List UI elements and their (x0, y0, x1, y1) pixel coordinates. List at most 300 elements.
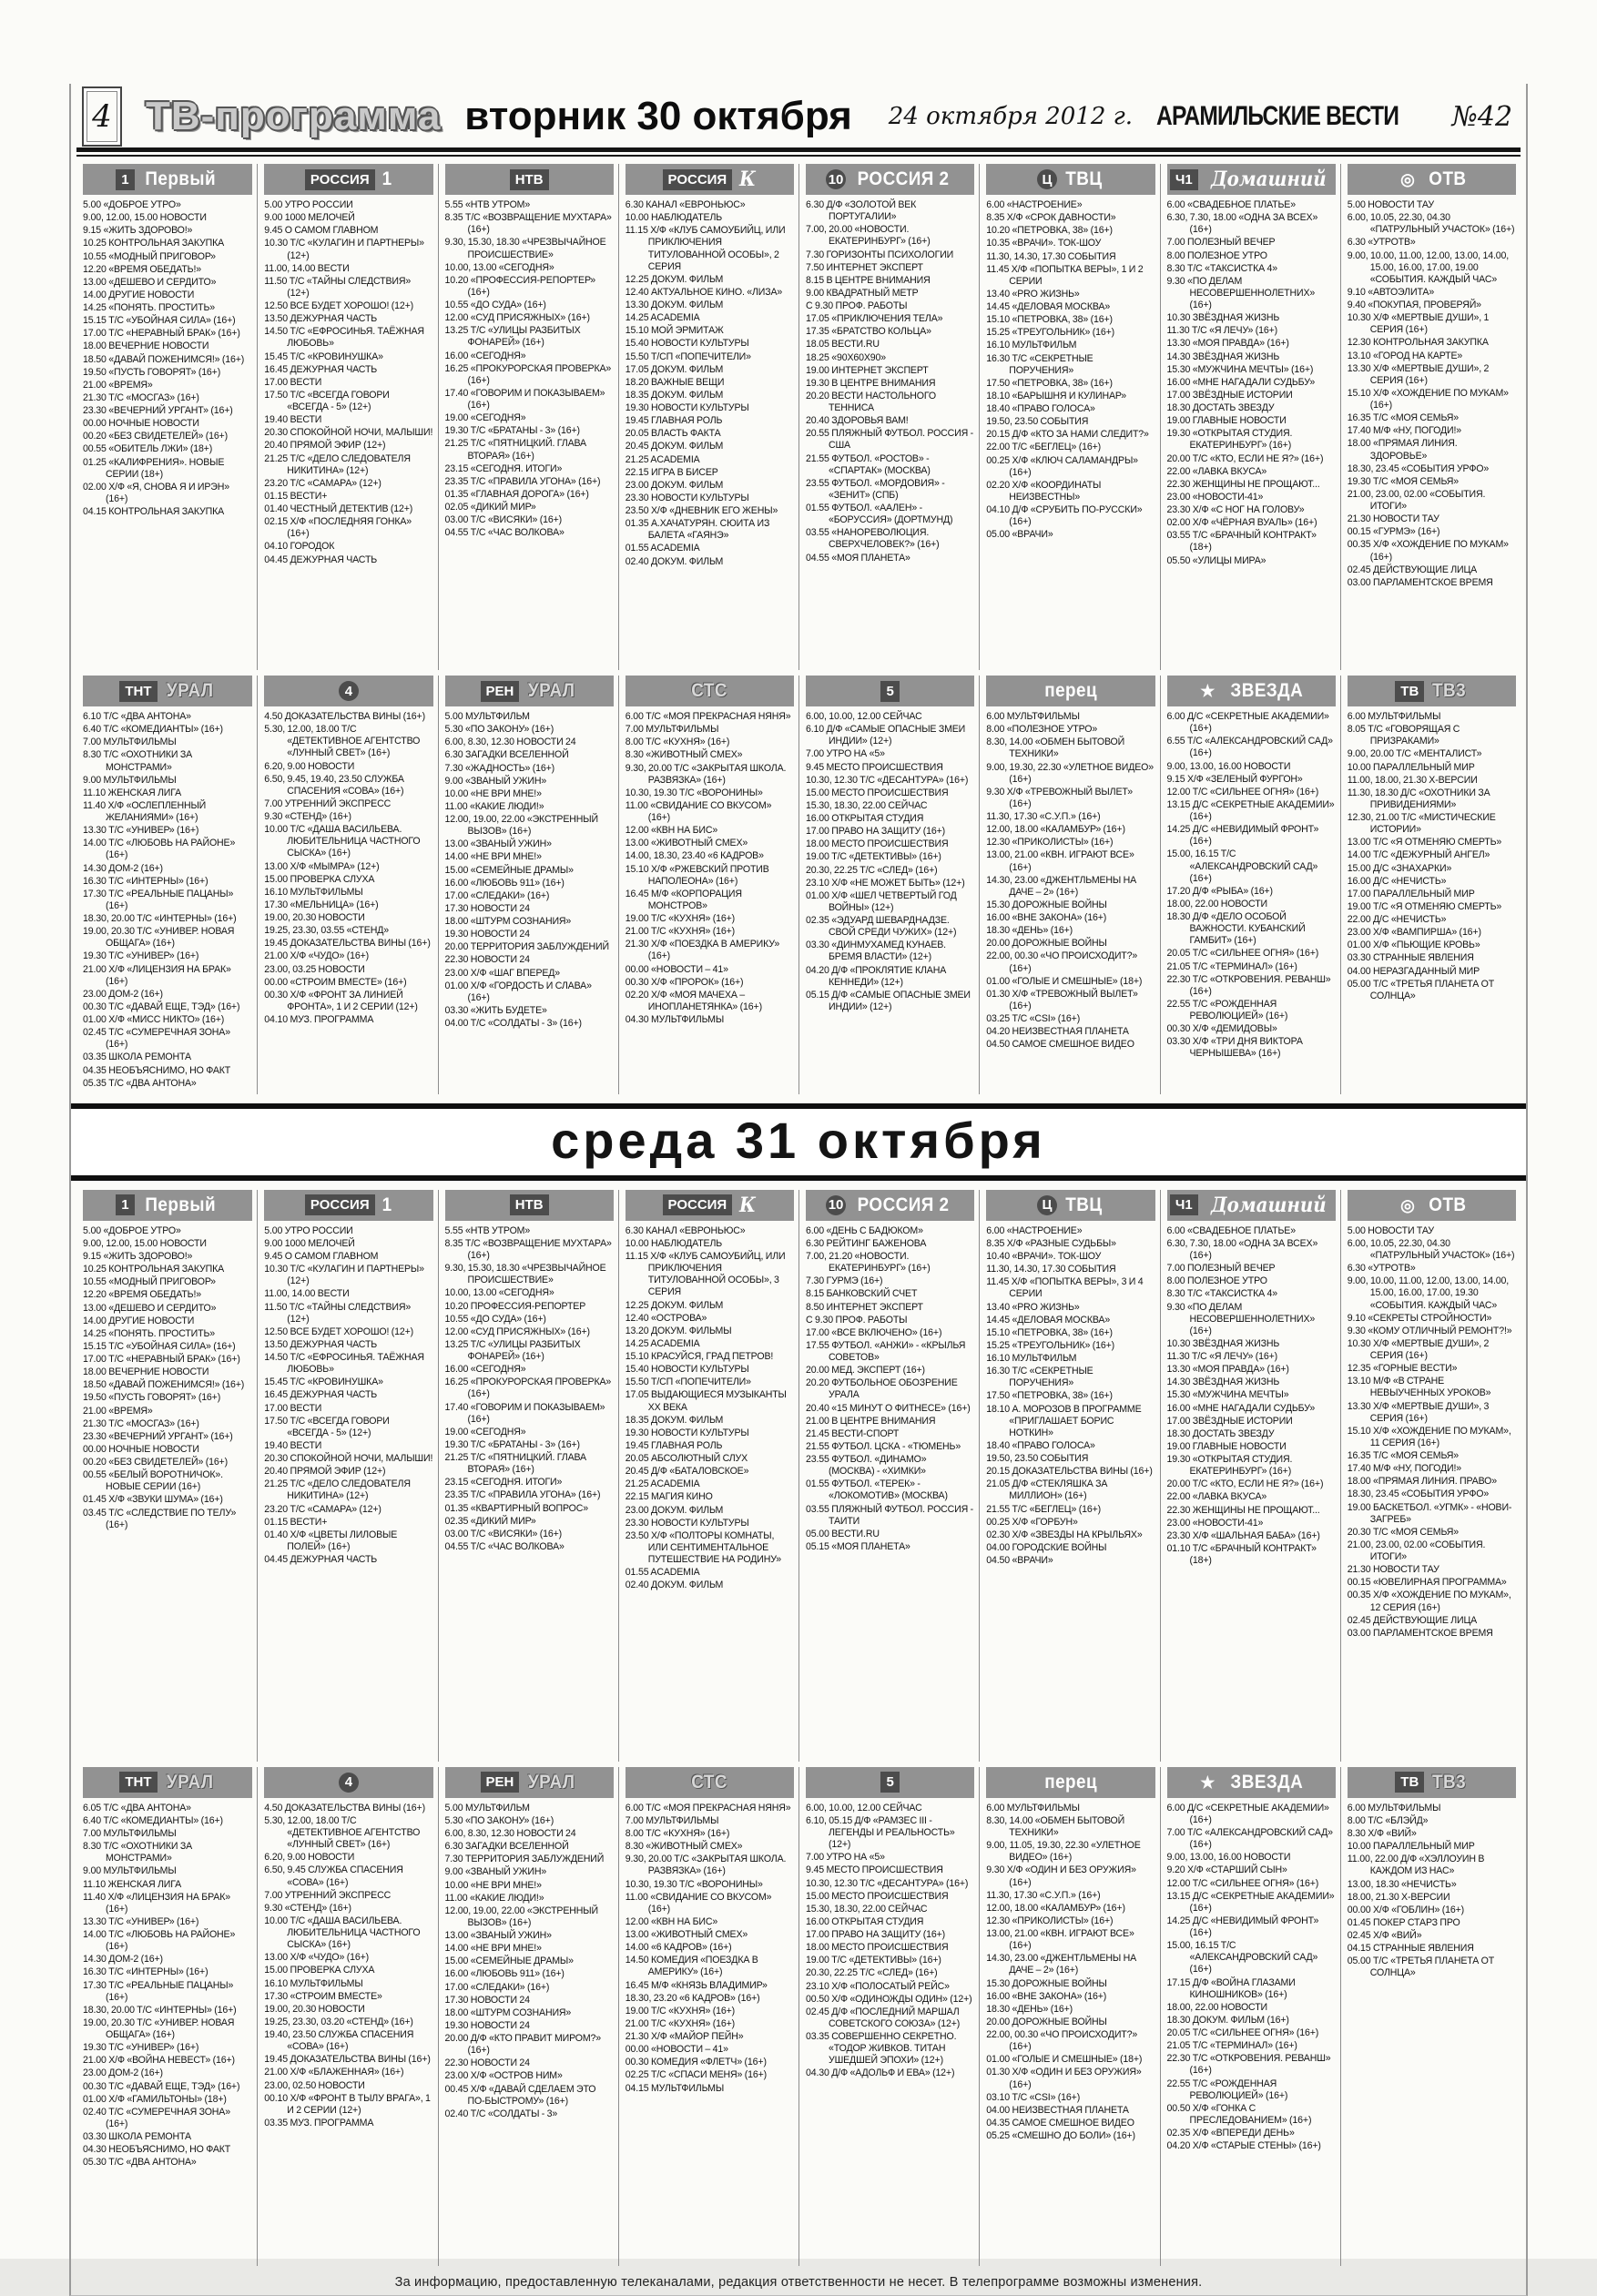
programme-entry: 15.30 «МУЖЧИНА МЕЧТЫ» (1166, 1389, 1289, 1401)
channel-header-otv (1348, 164, 1516, 195)
channel-title-zvezda: ЗВЕЗДА (1230, 680, 1304, 701)
programme-entry: 01.15 ВЕСТИ+ (264, 490, 328, 502)
programme-entry: 01.25 «КАЛИФРЕНИЯ». НОВЫЕ СЕРИИ (18+) (83, 456, 225, 480)
channel-header-rossiya-1 (264, 164, 432, 195)
channel-header-sts (626, 1767, 794, 1798)
programme-entry: 21.00 Т/С «КУХНЯ» (16+) (625, 926, 736, 938)
programme-entry: 11.00 «СВИДАНИЕ СО ВКУСОМ» (16+) (625, 1891, 772, 1915)
programme-entry: 15.00 МЕСТО ПРОИСШЕСТВИЯ (806, 1890, 949, 1902)
programme-entry: 13.25 Т/С «УЛИЦЫ РАЗБИТЫХ ФОНАРЕЙ» (16+) (444, 325, 581, 349)
programme-entry: 04.15 КОНТРОЛЬНАЯ ЗАКУПКА (83, 506, 225, 517)
programme-entry: 23.00 «НОВОСТИ-41» (1166, 491, 1264, 503)
programme-entry: 20.15 ДОКАЗАТЕЛЬСТВА ВИНЫ (16+) (986, 1466, 1153, 1478)
programme-entry: 13.25 Т/С «УЛИЦЫ РАЗБИТЫХ ФОНАРЕЙ» (16+) (444, 1338, 581, 1362)
channel-title-rossiya-k: К (739, 168, 757, 191)
programme-entry: 22.30 НОВОСТИ 24 (444, 954, 530, 966)
programme-entry: 20.05 ВЛАСТЬ ФАКТА (625, 428, 721, 440)
channel-logo-tvc-icon: Ц (1037, 169, 1057, 189)
programme-entry: 00.20 «БЕЗ СВИДЕТЕЛЕЙ» (16+) (83, 431, 228, 442)
newspaper-name: АРАМИЛЬСКИЕ ВЕСТИ (1156, 101, 1399, 131)
programme-entry: 9.45 МЕСТО ПРОИСШЕСТВИЯ (806, 761, 943, 773)
programme-entry: 03.25 Т/С «CSI» (16+) (986, 1013, 1081, 1024)
channel-header-ren-ural (445, 1767, 614, 1798)
programme-entry: 12.00 Т/С «СИЛЬНЕЕ ОГНЯ» (16+) (1166, 1877, 1319, 1889)
programme-entry: 21.45 ВЕСТИ-СПОРТ (806, 1427, 900, 1439)
programme-entry: 02.20 Х/Ф «КООРДИНАТЫ НЕИЗВЕСТНЫ» (986, 479, 1102, 503)
programme-entry: 17.35 «БРАТСТВО КОЛЬЦА» (806, 326, 931, 338)
programme-entry: 19.00 ИНТЕРНЕТ ЭКСПЕРТ (806, 364, 929, 376)
programme-entry: 6.10 Т/С «ДВА АНТОНА» (83, 711, 191, 722)
programme-entry: 4.50 ДОКАЗАТЕЛЬСТВА ВИНЫ (16+) (264, 711, 425, 722)
programme-entry: 05.00 «ВРАЧИ» (986, 529, 1053, 541)
programme-entry: 04.20 Д/Ф «ПРОКЛЯТИЕ КЛАНА КЕННЕДИ» (12+) (806, 964, 947, 988)
programme-entry: 11.30, 14.30, 17.30 СОБЫТИЯ (986, 250, 1116, 262)
programme-entry: 12.00, 19.00, 22.00 «ЭКСТРЕННЫЙ ВЫЗОВ» (16+) (444, 814, 598, 838)
programme-entry: 9.00 КВАДРАТНЫЙ МЕТР (806, 287, 919, 299)
programme-entry: 16.25 «ПРОКУРОРСКАЯ ПРОВЕРКА» (16+) (444, 362, 612, 386)
programme-entry: 23.30 «ВЕЧЕРНИЙ УРГАНТ» (16+) (83, 405, 233, 416)
programme-entry: 6.20, 9.00 НОВОСТИ (264, 1852, 355, 1864)
programme-entry: 6.10, 05.15 Д/Ф «РАМЗЕС III - ЛЕГЕНДЫ И РЕАЛЬНОСТЬ» (12+) (806, 1814, 955, 1851)
programme-entry: 23.30 «ВЕЧЕРНИЙ УРГАНТ» (16+) (83, 1430, 233, 1442)
programme-entry: 14.00 ДРУГИЕ НОВОСТИ (83, 289, 195, 300)
programme-entry: 14.30 ЗВЁЗДНАЯ ЖИЗНЬ (1166, 1377, 1280, 1388)
programme-entry: 10.00 ПАРАЛЛЕЛЬНЫЙ МИР (1347, 761, 1475, 773)
programme-entry: 16.30 Т/С «СЕКРЕТНЫЕ ПОРУЧЕНИЯ» (986, 1366, 1093, 1389)
issue-number: №42 (1451, 100, 1513, 133)
programme-entry: 18.00, 22.00 НОВОСТИ (1166, 898, 1267, 909)
programme-entry: 9.00 МУЛЬТФИЛЬМЫ (83, 1865, 177, 1877)
channel-header-tnt-ural (83, 1767, 252, 1798)
programme-entry: 7.30 ГОРИЗОНТЫ ПСИХОЛОГИИ (806, 249, 954, 260)
programme-entry: 9.30, 15.30, 18.30 «ЧРЕЗВЫЧАЙНОЕ ПРОИСШЕСТВИЕ» (444, 1263, 606, 1286)
channel-title-rossiya-2: РОССИЯ 2 (857, 1194, 950, 1215)
programme-entry: 01.45 Х/Ф «ЗВУКИ ШУМА» (16+) (83, 1494, 223, 1506)
programme-entry: 17.40 «ГОВОРИМ И ПОКАЗЫВАЕМ» (16+) (444, 387, 605, 411)
programme-entry: 03.00 Т/С «ВИСЯКИ» (16+) (444, 514, 562, 526)
programme-entry: 9.45 МЕСТО ПРОИСШЕСТВИЯ (806, 1864, 943, 1876)
listing-otv-wednesday (1348, 1225, 1516, 1640)
programme-entry: 01.00 Х/Ф «ПЬЮЩИЕ КРОВЬ» (1347, 940, 1480, 951)
day-wednesday (76, 1190, 1521, 2266)
channel-header-4-kanal (264, 1767, 432, 1798)
listing-rossiya-1-tuesday (264, 199, 432, 566)
programme-entry: 14.25 ACADEMIA (625, 1337, 700, 1349)
programme-entry: 01.00 Х/Ф «МИСС НИКТО» (16+) (83, 1014, 225, 1025)
programme-entry: 7.00 УТРЕННИЙ ЭКСПРЕСС (264, 798, 392, 809)
programme-entry: 21.55 ФУТБОЛ. «РОСТОВ» - «СПАРТАК» (МОСКВА) (806, 452, 931, 476)
listing-ntv-wednesday (445, 1225, 614, 1553)
programme-entry: 6.40 Т/С «КОМЕДИАНТЫ» (16+) (83, 724, 223, 736)
programme-entry: 11.50 Т/С «ТАЙНЫ СЛЕДСТВИЯ» (12+) (264, 1301, 412, 1325)
programme-entry: 20.20 ФУТБОЛЬНОЕ ОБОЗРЕНИЕ УРАЛА (806, 1377, 958, 1401)
programme-entry: 20.30, 22.25 Т/С «СЛЕД» (16+) (806, 1967, 938, 1979)
programme-entry: 16.10 МУЛЬТФИЛЬМ (986, 1353, 1077, 1364)
programme-entry: 7.00, 21.20 «НОВОСТИ. ЕКАТЕРИНБУРГ» (16+) (806, 1251, 931, 1275)
programme-entry: 15.25 «ТРЕУГОЛЬНИК» (16+) (986, 1339, 1115, 1351)
programme-entry: 01.00 Х/Ф «ГОРДОСТЬ И СЛАВА» (16+) (444, 980, 592, 1003)
programme-entry: 12.30 «ПРИКОЛИСТЫ» (16+) (986, 1915, 1114, 1926)
programme-entry: 10.30, 12.30 Т/С «ДЕСАНТУРА» (16+) (806, 774, 969, 786)
programme-entry: 6.00 Т/С «МОЯ ПРЕКРАСНАЯ НЯНЯ» (625, 1802, 791, 1813)
channel-logo-rossiya-k-icon: РОССИЯ (663, 1194, 733, 1215)
programme-entry: 04.00 Т/С «СОЛДАТЫ - 3» (16+) (444, 1018, 582, 1029)
programme-entry: 6.00 «НАСТРОЕНИЕ» (986, 199, 1083, 210)
programme-entry: 04.20 Х/Ф «СТАРЫЕ СТЕНЫ» (16+) (1166, 2140, 1321, 2152)
channel-title-otv: ОТВ (1429, 168, 1467, 189)
programme-entry: 17.05 «ПРИКЛЮЧЕНИЯ ТЕЛА» (806, 313, 943, 325)
programme-entry: 17.30 Т/С «РЕАЛЬНЫЕ ПАЦАНЫ» (16+) (83, 1979, 234, 2003)
programme-entry: 22.00 «ЛАВКА ВКУСА» (1166, 465, 1267, 477)
channel-logo-rossiya-1-icon: РОССИЯ (305, 169, 375, 190)
programme-entry: 01.30 Х/Ф «ТРЕВОЖНЫЙ ВЫЛЕТ» (16+) (986, 988, 1138, 1011)
channel-ren-ural-tuesday (438, 676, 618, 1094)
channel-tvc-wednesday (979, 1190, 1159, 1762)
programme-entry: 04.50 «ВРАЧИ» (986, 1555, 1053, 1566)
programme-entry: 6.00 МУЛЬТФИЛЬМЫ (1347, 711, 1441, 722)
programme-entry: 13.30 Т/С «УНИВЕР» (16+) (83, 1915, 199, 1927)
programme-entry: 6.30 Д/Ф «ЗОЛОТОЙ ВЕК ПОРТУГАЛИИ» (806, 199, 917, 223)
programme-entry: 11.30, 17.30 «С.У.П.» (16+) (986, 811, 1101, 822)
programme-entry: 01.00 Х/Ф «ГАМИЛЬТОНЫ» (18+) (83, 2093, 227, 2105)
programme-entry: 22.00 «ЛАВКА ВКУСА» (1166, 1491, 1267, 1503)
section-title: ТВ-программа (146, 94, 442, 138)
channel-header-ntv (445, 164, 614, 195)
programme-entry: 05.00 ВЕСТИ.RU (806, 1528, 880, 1539)
programme-entry: 04.00 НЕРАЗГАДАННЫЙ МИР (1347, 965, 1480, 977)
programme-entry: 21.25 Т/С «ДЕЛО СЛЕДОВАТЕЛЯ НИКИТИНА» (12+) (264, 452, 411, 476)
programme-entry: 12.35 «ГОРНЫЕ ВЕСТИ» (1347, 1363, 1458, 1375)
programme-entry: 17.30 «СТРОИМ ВМЕСТЕ» (264, 1990, 382, 2002)
programme-entry: 9.20 Х/Ф «СТАРШИЙ СЫН» (1166, 1864, 1287, 1876)
channel-header-tvc (986, 1190, 1155, 1221)
programme-entry: 14.25 «ПОНЯТЬ. ПРОСТИТЬ» (83, 302, 215, 313)
programme-entry: 18.50 «ДАВАЙ ПОЖЕНИМСЯ!» (16+) (83, 1379, 245, 1391)
programme-entry: 13.00 «ЗВАНЫЙ УЖИН» (444, 838, 552, 850)
programme-entry: 17.30 Т/С «РЕАЛЬНЫЕ ПАЦАНЫ» (16+) (83, 888, 234, 911)
programme-entry: 7.00 УТРО НА «5» (806, 1852, 885, 1864)
programme-entry: 18.00 «ШТУРМ СОЗНАНИЯ» (444, 916, 572, 927)
programme-entry: 10.25 КОНТРОЛЬНАЯ ЗАКУПКА (83, 238, 225, 249)
channel-logo-zvezda-icon: ★ (1200, 1773, 1216, 1792)
listing-tnt-ural-tuesday (83, 711, 252, 1090)
programme-entry: 18.00 «ПРЯМАЯ ЛИНИЯ. ЗДОРОВЬЕ» (1347, 438, 1458, 462)
programme-entry: 23.50 Х/Ф «ДНЕВНИК ЕГО ЖЕНЫ» (625, 505, 778, 516)
programme-entry: 5.30, 12.00, 18.00 Т/С «ДЕТЕКТИВНОЕ АГЕНТСТВО «ЛУННЫЙ СВЕТ» (16+) (264, 1814, 421, 1851)
programme-entry: 20.45 Д/Ф «БАТАЛОВСКОЕ» (625, 1466, 749, 1478)
programme-entry: 13.10 М/Ф «В СТРАНЕ НЕВЫУЧЕННЫХ УРОКОВ» (1347, 1376, 1491, 1399)
programme-entry: 23.00 ДОКУМ. ФИЛЬМ (625, 479, 724, 491)
listing-4-kanal-tuesday (264, 711, 432, 1026)
programme-entry: 6.00 Д/С «СЕКРЕТНЫЕ АКАДЕМИИ» (16+) (1166, 1802, 1329, 1825)
channel-title-pervyi: Первый (144, 1194, 216, 1215)
programme-entry: 02.40 ДОКУМ. ФИЛЬМ (625, 1580, 724, 1591)
programme-entry: 03.35 СОВЕРШЕННО СЕКРЕТНО. «ТОДОР ЖИВКОВ. ТИТАН УШЕДШЕЙ ЭПОХИ» (12+) (806, 2031, 957, 2067)
programme-entry: 17.00 Т/С «НЕРАВНЫЙ БРАК» (16+) (83, 1354, 240, 1365)
programme-entry: 17.00 «СЛЕДАКИ» (16+) (444, 1981, 550, 1993)
programme-entry: 22.55 Т/С «РОЖДЕННАЯ РЕВОЛЮЦИЕЙ» (16+) (1166, 998, 1288, 1021)
programme-entry: 00.45 Х/Ф «ДАВАЙ СДЕЛАЕМ ЭТО ПО-БЫСТРОМУ» (16+) (444, 2083, 596, 2107)
programme-entry: 10.20 ПРОФЕССИЯ-РЕПОРТЕР (444, 1300, 586, 1312)
programme-entry: 15.10 КРАСУЙСЯ, ГРАД ПЕТРОВ! (625, 1351, 774, 1362)
programme-entry: 7.00 МУЛЬТФИЛЬМЫ (83, 737, 177, 748)
programme-entry: 15.10 Х/Ф «РЖЕВСКИЙ ПРОТИВ НАПОЛЕОНА» (16+) (625, 863, 769, 887)
programme-entry: 7.00 МУЛЬТФИЛЬМЫ (625, 724, 719, 736)
channel-perets-tuesday (979, 676, 1159, 1094)
channel-otv-tuesday (1340, 164, 1521, 670)
programme-entry: 12.30, 21.00 Т/С «МИСТИЧЕСКИЕ ИСТОРИИ» (1347, 812, 1496, 836)
programme-entry: 17.00 ЗВЁЗДНЫЕ ИСТОРИИ (1166, 1415, 1293, 1427)
programme-entry: 20.05 Т/С «СИЛЬНЕЕ ОГНЯ» (16+) (1166, 948, 1319, 960)
programme-entry: 18.30 ДОКУМ. ФИЛЬМ (16+) (1166, 2014, 1289, 2026)
programme-entry: 01.55 ФУТБОЛ. «ТЕРЕК» - «ЛОКОМОТИВ» (МОСКВА) (806, 1478, 948, 1502)
channel-title-tnt-ural: УРАЛ (166, 1771, 214, 1793)
programme-entry: 11.45 Х/Ф «ПОПЫТКА ВЕРЫ», 3 И 4 СЕРИИ (986, 1276, 1144, 1300)
programme-entry: 6.00 МУЛЬТФИЛЬМЫ (986, 1802, 1080, 1813)
programme-entry: 19.50 «ПУСТЬ ГОВОРЯТ» (16+) (83, 1392, 221, 1404)
programme-entry: 13.20 ДОКУМ. ФИЛЬМЫ (625, 1325, 732, 1336)
channel-title-rossiya-1: 1 (381, 1194, 392, 1215)
programme-entry: 9.00, 10.00, 11.00, 12.00, 13.00, 14.00, 15.00, 16.00, 17.00, 19.00 «СОБЫТИЯ. КАЖДЫЙ ЧАС» (1347, 249, 1510, 285)
channel-title-domashniy: Домашний (1210, 1193, 1327, 1217)
programme-entry: 12.00 «КВН НА БИС» (625, 825, 718, 837)
programme-entry: 16.00 ОТКРЫТАЯ СТУДИЯ (806, 1915, 924, 1927)
programme-entry: 17.15 Д/Ф «ВОЙНА ГЛАЗАМИ КИНОШНИКОВ» (16+) (1166, 1976, 1296, 2000)
programme-entry: 13.00, 21.00 «КВН. ИГРАЮТ ВСЕ» (16+) (986, 849, 1134, 873)
programme-entry: 00.35 Х/Ф «ХОЖДЕНИЕ ПО МУКАМ», 12 СЕРИЯ (16+) (1347, 1590, 1511, 1613)
programme-entry: 15.00 «СЕМЕЙНЫЕ ДРАМЫ» (444, 864, 574, 876)
programme-entry: 23.10 Х/Ф «НЕ МОЖЕТ БЫТЬ» (12+) (806, 877, 965, 889)
programme-entry: 12.00 «СУД ПРИСЯЖНЫХ» (16+) (444, 312, 590, 324)
programme-entry: 19.30 Т/С «УНИВЕР» (16+) (83, 2042, 199, 2054)
programme-entry: 15.00, 16.15 Т/С «АЛЕКСАНДРОВСКИЙ САД» (16+) (1166, 1940, 1318, 1976)
programme-entry: 13.50 ДЕЖУРНАЯ ЧАСТЬ (264, 1338, 378, 1350)
programme-entry: 14.30 ДОМ-2 (16+) (83, 1954, 163, 1966)
programme-entry: 11.15 Х/Ф «КЛУБ САМОУБИЙЦ, ИЛИ ПРИКЛЮЧЕНИЯ ТИТУЛОВАННОЙ ОСОБЫ», 3 СЕРИЯ (625, 1251, 786, 1298)
channels-row-wednesday-1 (76, 1190, 1521, 1762)
programme-entry: 6.30 КАНАЛ «ЕВРОНЬЮС» (625, 199, 746, 210)
programme-entry: 12.40 АКТУАЛЬНОЕ КИНО. «ЛИЗА» (625, 286, 783, 298)
programme-entry: 17.00 Т/С «НЕРАВНЫЙ БРАК» (16+) (83, 328, 240, 340)
programme-entry: 5.55 «НТВ УТРОМ» (444, 199, 531, 210)
programme-entry: 21.00 Х/Ф «БЛАЖЕННАЯ» (16+) (264, 2067, 404, 2078)
programme-entry: 18.30 ДОСТАТЬ ЗВЕЗДУ (1166, 1427, 1275, 1439)
programme-entry: 02.35 Х/Ф «ВПЕРЕДИ ДЕНЬ» (1166, 2128, 1295, 2139)
programme-entry: 20.20 ВЕСТИ НАСТОЛЬНОГО ТЕННИСА (806, 390, 936, 413)
programme-entry: 15.10 Х/Ф «ХОЖДЕНИЕ ПО МУКАМ», 11 СЕРИЯ (16+) (1347, 1425, 1511, 1448)
programme-entry: 20.15 Д/Ф «КТО ЗА НАМИ СЛЕДИТ?» (986, 429, 1149, 441)
programme-entry: 05.25 «СМЕШНО ДО БОЛИ» (16+) (986, 2130, 1135, 2141)
listing-tnt-ural-wednesday (83, 1803, 252, 2169)
programme-entry: 03.35 МУЗ. ПРОГРАММА (264, 2117, 374, 2128)
programme-entry: 10.00, 13.00 «СЕГОДНЯ» (444, 1287, 554, 1299)
programme-entry: 11.00 «СВИДАНИЕ СО ВКУСОМ» (16+) (625, 799, 772, 823)
programme-entry: 6.50, 9.45, 19.40, 23.50 СЛУЖБА СПАСЕНИЯ «СОВА» (16+) (264, 773, 404, 797)
programme-entry: 18.30, 23.20 «6 КАДРОВ» (16+) (625, 1992, 760, 2004)
programme-entry: 21.30 НОВОСТИ ТАУ (1347, 513, 1439, 525)
channels-row-wednesday-2 (76, 1767, 1521, 2266)
programme-entry: 15.30, 18.30, 22.00 СЕЙЧАС (806, 799, 928, 811)
programme-entry: 04.45 ДЕЖУРНАЯ ЧАСТЬ (264, 554, 378, 565)
programme-entry: 19.00 БАСКЕТБОЛ. «УГМК» - «НОВИ-ЗАГРЕБ» (1347, 1501, 1512, 1525)
programme-entry: 6.30, 7.30, 18.00 «ОДНА ЗА ВСЕХ» (16+) (1166, 212, 1318, 236)
channel-title-domashniy: Домашний (1210, 168, 1327, 191)
channel-5-kanal-wednesday (798, 1767, 979, 2266)
programme-entry: 00.30 КОМЕДИЯ «ФЛЕТЧ» (16+) (625, 2057, 767, 2068)
programme-entry: 15.30, 18.30, 22.00 СЕЙЧАС (806, 1903, 928, 1915)
programme-entry: 19.45 ДОКАЗАТЕЛЬСТВА ВИНЫ (16+) (264, 2054, 431, 2066)
programme-entry: 17.40 М/Ф «НУ, ПОГОДИ!» (1347, 425, 1461, 437)
programme-entry: 6.30 КАНАЛ «ЕВРОНЬЮС» (625, 1224, 746, 1236)
listing-rossiya-2-tuesday (806, 199, 974, 564)
programme-entry: 14.00 «НЕ ВРИ МНЕ!» (444, 1943, 542, 1955)
programme-entry: 16.35 Т/С «МОЯ СЕМЬЯ» (1347, 412, 1460, 424)
programme-entry: 22.00 Д/С «НЕЧИСТЬ» (1347, 914, 1447, 925)
channel-header-rossiya-2 (806, 164, 974, 195)
programme-entry: 7.30 «ЖАДНОСТЬ» (16+) (444, 762, 555, 774)
listing-pervyi-wednesday (83, 1225, 252, 1531)
programme-entry: 21.00 Х/Ф «ВОЙНА НЕВЕСТ» (16+) (83, 2055, 235, 2067)
programme-entry: 22.00 Т/С «БЕГЛЕЦ» (16+) (986, 442, 1101, 453)
programme-entry: 13.40 «PRO ЖИЗНЬ» (986, 288, 1080, 300)
programme-entry: 13.00, 18.30 «НЕЧИСТЬ» (1347, 1878, 1457, 1890)
programme-entry: 8.30 Т/С «ОХОТНИКИ ЗА МОНСТРАМИ» (83, 749, 193, 773)
programme-entry: 15.25 «ТРЕУГОЛЬНИК» (16+) (986, 327, 1115, 339)
channel-logo-tvc-icon: Ц (1037, 1195, 1057, 1215)
channel-zvezda-tuesday (1160, 676, 1340, 1094)
programme-entry: 17.00 ВЕСТИ (264, 376, 322, 388)
programme-entry: 6.00, 10.00, 12.00 СЕЙЧАС (806, 1802, 922, 1813)
channel-header-domashniy (1167, 1190, 1336, 1221)
programme-entry: 21.25 Т/С «ПЯТНИЦКИЙ. ГЛАВА ВТОРАЯ» (16+) (444, 438, 586, 462)
programme-entry: 10.30 Х/Ф «МЕРТВЫЕ ДУШИ», 1 СЕРИЯ (16+) (1347, 312, 1490, 336)
programme-entry: 21.30 Т/С «МОСГАЗ» (16+) (83, 1417, 199, 1429)
programme-entry: 6.20, 9.00 НОВОСТИ (264, 760, 355, 772)
programme-entry: 6.00 Т/С «МОЯ ПРЕКРАСНАЯ НЯНЯ» (625, 711, 791, 722)
programme-entry: 05.30 Т/С «ДВА АНТОНА» (83, 2157, 197, 2169)
programme-entry: 02.45 ДЕЙСТВУЮЩИЕ ЛИЦА (1347, 1614, 1478, 1626)
programme-entry: 01.30 Х/Ф «ОДИН И БЕЗ ОРУЖИЯ» (16+) (986, 2067, 1142, 2090)
programme-entry: 10.30 ЗВЁЗДНАЯ ЖИЗНЬ (1166, 1337, 1280, 1349)
programme-entry: 13.30 Х/Ф «МЕРТВЫЕ ДУШИ», 3 СЕРИЯ (16+) (1347, 1400, 1490, 1424)
channel-logo-5-kanal-icon: 5 (880, 1772, 899, 1793)
programme-entry: 16.00 «ВНЕ ЗАКОНА» (16+) (986, 912, 1107, 923)
programme-entry: 7.00, 20.00 «НОВОСТИ. ЕКАТЕРИНБУРГ» (16+) (806, 224, 931, 248)
programme-entry: 19.00 Т/С «Я ОТМЕНЯЮ СМЕРТЬ» (1347, 900, 1502, 912)
listing-5-kanal-tuesday (806, 711, 974, 1013)
channel-title-tv3: ТВ3 (1432, 1771, 1467, 1793)
programme-entry: 8.30 «ЖИВОТНЫЙ СМЕХ» (625, 1841, 743, 1853)
programme-entry: 23.00 ДОМ-2 (16+) (83, 2067, 163, 2079)
programme-entry: 23.00, 02.50 НОВОСТИ (264, 2079, 365, 2091)
programme-entry: 19.30 «ОТКРЫТАЯ СТУДИЯ. ЕКАТЕРИНБУРГ» (16+) (1166, 428, 1293, 452)
programme-entry: 04.00 НЕИЗВЕСТНАЯ ПЛАНЕТА (986, 2104, 1129, 2116)
programme-entry: 16.00 «МНЕ НАГАДАЛИ СУДЬБУ» (1166, 1402, 1316, 1414)
channel-perets-wednesday (979, 1767, 1159, 2266)
programme-entry: 23.35 Т/С «ПРАВИЛА УГОНА» (16+) (444, 1489, 601, 1501)
programme-entry: 15.10 МОЙ ЭРМИТАЖ (625, 325, 724, 337)
masthead (76, 87, 1521, 146)
listing-rossiya-2-wednesday (806, 1225, 974, 1553)
programme-entry: 18.05 ВЕСТИ.RU (806, 339, 880, 350)
programme-entry: 19.45 ГЛАВНАЯ РОЛЬ (625, 1439, 723, 1451)
channel-header-otv (1348, 1190, 1516, 1221)
channel-title-tnt-ural: УРАЛ (166, 680, 214, 701)
programme-entry: 20.00 Т/С «КТО, ЕСЛИ НЕ Я?» (16+) (1166, 452, 1324, 464)
programme-entry: 9.10 «АВТОЭЛИТА» (1347, 286, 1435, 298)
channel-otv-wednesday (1340, 1190, 1521, 1762)
programme-entry: 12.20 «ВРЕМЯ ОБЕДАТЬ!» (83, 263, 201, 275)
programme-entry: 19.30 «ОТКРЫТАЯ СТУДИЯ. ЕКАТЕРИНБУРГ» (16+) (1166, 1454, 1293, 1478)
programme-entry: 16.00 «МНЕ НАГАДАЛИ СУДЬБУ» (1166, 376, 1316, 388)
programme-entry: 21.00, 23.00, 02.00 «СОБЫТИЯ. ИТОГИ» (1347, 488, 1486, 512)
listing-rossiya-k-wednesday (626, 1225, 794, 1592)
programme-entry: 01.35 «КВАРТИРНЫЙ ВОПРОС» (444, 1502, 588, 1514)
programme-entry: 21.30 Х/Ф «ПОЕЗДКА В АМЕРИКУ» (16+) (625, 939, 780, 962)
programme-entry: 10.30, 19.30 Т/С «ВОРОНИНЫ» (625, 1878, 763, 1890)
programme-entry: 23.10 Х/Ф «ПОЛОСАТЫЙ РЕЙС» (806, 1980, 950, 1992)
channel-header-4-kanal (264, 676, 432, 706)
programme-entry: 13.40 «PRO ЖИЗНЬ» (986, 1301, 1080, 1313)
programme-entry: 10.35 «ВРАЧИ». ТОК-ШОУ (986, 238, 1102, 249)
programme-entry: 20.40 ЗДОРОВЬЯ ВАМ! (806, 415, 909, 427)
programme-entry: 6.00, 10.05, 22.30, 04.30 «ПАТРУЛЬНЫЙ УЧАСТОК» (16+) (1347, 1237, 1515, 1261)
programme-entry: 18.30 Д/Ф «ДЕЛО ОСОБОЙ ВАЖНОСТИ. КУБАНСКИЙ ГАМБИТ» (16+) (1166, 911, 1306, 947)
programme-entry: 15.40 НОВОСТИ КУЛЬТУРЫ (625, 338, 749, 350)
programme-entry: 19.00, 20.30 Т/С «УНИВЕР. НОВАЯ ОБЩАГА» (16+) (83, 926, 235, 950)
programme-entry: 9.30, 15.30, 18.30 «ЧРЕЗВЫЧАЙНОЕ ПРОИСШЕСТВИЕ» (444, 237, 606, 260)
programme-entry: 15.40 НОВОСТИ КУЛЬТУРЫ (625, 1364, 749, 1376)
programme-entry: 19.00 «СЕГОДНЯ» (444, 412, 526, 424)
programme-entry: 01.55 ACADEMIA (625, 543, 700, 554)
channel-header-tnt-ural (83, 676, 252, 706)
programme-entry: 15.00 ПРОВЕРКА СЛУХА (264, 1965, 375, 1976)
programme-entry: 12.00, 18.00 «КАЛАМБУР» (16+) (986, 1902, 1125, 1914)
programme-entry: 21.00 В ЦЕНТРЕ ВНИМАНИЯ (806, 1415, 936, 1427)
programme-entry: 12.50 ВСЕ БУДЕТ ХОРОШО! (12+) (264, 1326, 414, 1337)
programme-entry: 6.00 «СВАДЕБНОЕ ПЛАТЬЕ» (1166, 199, 1296, 210)
programme-entry: 00.25 Х/Ф «КЛЮЧ САЛАМАНДРЫ» (16+) (986, 454, 1138, 478)
programme-entry: 14.30, 23.00 «ДЖЕНТЛЬМЕНЫ НА ДАЧЕ – 2» (16+) (986, 1953, 1137, 1976)
programme-entry: 16.10 МУЛЬТФИЛЬМ (986, 340, 1077, 351)
listing-rossiya-k-tuesday (626, 199, 794, 568)
channel-title-perets: перец (1043, 680, 1097, 701)
programme-entry: 16.25 «ПРОКУРОРСКАЯ ПРОВЕРКА» (16+) (444, 1377, 612, 1400)
programme-entry: 00.25 Х/Ф «ГОРБУН» (986, 1516, 1078, 1528)
channel-logo-4-kanal-icon: 4 (339, 1773, 359, 1793)
programme-entry: 6.00, 10.00, 12.00 СЕЙЧАС (806, 711, 922, 722)
channel-logo-tnt-ural-icon: ТНТ (119, 681, 157, 702)
listing-tv3-wednesday (1348, 1803, 1516, 1980)
programme-entry: 03.55 ПЛЯЖНЫЙ ФУТБОЛ. РОССИЯ - ТАИТИ (806, 1503, 974, 1527)
programme-entry: 15.00 Д/С «ЗНАХАРКИ» (1347, 862, 1452, 874)
listing-perets-wednesday (986, 1803, 1155, 2142)
programme-entry: 19.00, 20.30 Т/С «УНИВЕР. НОВАЯ ОБЩАГА» (16+) (83, 2017, 235, 2040)
channel-header-rossiya-k (626, 1190, 794, 1221)
programme-entry: 19.30 НОВОСТИ КУЛЬТУРЫ (625, 402, 749, 413)
programme-entry: 21.30 Т/С «МОСГАЗ» (16+) (83, 391, 199, 403)
programme-entry: 6.00 «ДЕНЬ С БАДЮКОМ» (806, 1224, 923, 1236)
programme-entry: 6.55 Т/С «АЛЕКСАНДРОВСКИЙ САД» (16+) (1166, 736, 1333, 759)
programme-entry: 10.55 «МОДНЫЙ ПРИГОВОР» (83, 250, 216, 262)
programme-entry: 16.30 Т/С «ИНТЕРНЫ» (16+) (83, 875, 209, 887)
channel-4-kanal-tuesday (257, 676, 437, 1094)
programme-entry: 11.40 Х/Ф «ОСЛЕПЛЕННЫЙ ЖЕЛАНИЯМИ» (16+) (83, 799, 207, 823)
programme-entry: 17.20 Д/Ф «РЫБА» (16+) (1166, 885, 1273, 897)
channel-header-zvezda (1167, 676, 1336, 706)
programme-entry: 01.40 ЧЕСТНЫЙ ДЕТЕКТИВ (12+) (264, 503, 413, 514)
channel-header-pervyi (83, 1190, 252, 1221)
